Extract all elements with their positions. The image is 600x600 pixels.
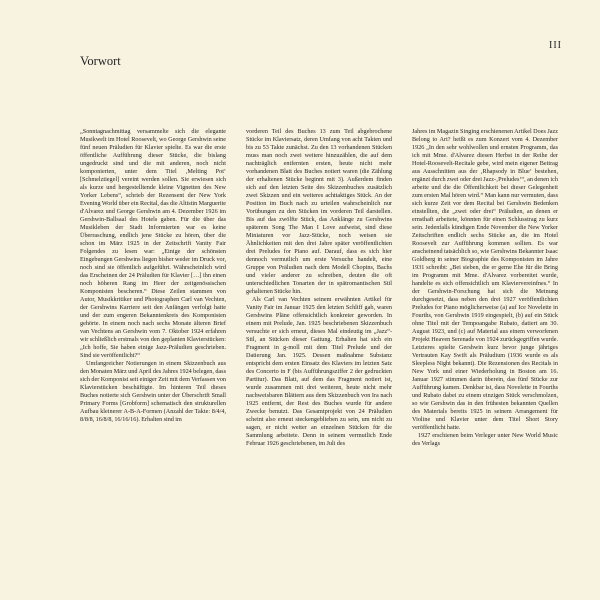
text-column-1 xyxy=(80,128,226,558)
paragraph: Als Carl van Vechten seinem erwähnten Artikel für Vanity Fair im Januar 1925 den letzten Schliff gab, waren Gershwins Pläne offensichtlich konkreter geworden. In einem mit Prelude, Jan. 1925 beschriebenen Skizzenbuch versuchte er sich erneut, dieses Mal eindeutig im „Jazz“-Stil, an Stücken dieser Gattung. Erhalten hat sich ein Fragment in g-moll mit dem Titel Prelude und der Datierung Jan. 1925. Dessen maßnahme Substanz entspricht dem ersten Einsatz des Klaviers im letzten Satz des Concerto in F (bis Aufführungsziffer 2 der gedruckten Partitur). Das Blatt, auf dem das Fragment notiert ist, wurde zusammen mit drei weiteren, heute nicht mehr nachweisbaren Blättern aus dem Skizzenbuch von Ira nach 1925 entfernt, der Rest des Buches wurde für andere Zwecke benutzt. Das Gesamtprojekt von 24 Präludien scheint also erneut steckengeblieben zu sein, um nicht zu sagen, er nicht weiter an einzelnen Stücken für die Sammlung arbeitete. Denn in seinem vermutlich Ende Februar 1926 geschriebenen, im Juli des xyxy=(246,296,392,447)
text-column-3 xyxy=(412,128,558,558)
page-title: Vorwort xyxy=(80,54,121,68)
paragraph: Jahres im Magazin Singing erschienenen Artikel Does Jazz Belong to Art? heißt es zum Konzert vom 4. Dezember 1926 „In den sehr wohlwollen und ernsten Programm, das ich mit Mme. d'Alvarez diesen Herbst in der Reihe der Hotel-Roosevelt-Recitale gebe, wird mein eigener Beitrag aus Ausschnitten aus der ‚Rhapsody in Blue‘ bestehen, ergänzt durch zwei oder drei Jazz-‚Preludes‘“, an denen ich arbeite und die die Öffentlichkeit bei dieser Gelegenheit zum ersten Mal hören wird.“ Man kann nur vermuten, dass sich kurze Zeit vor dem Recital bei Gershwin Bedenken einstellten, die „zwei oder drei“ Präludien, an denen er ernsthaft arbeitete, könnten für einen Schlusstrag zu kurz sein. Jedenfalls kündigen Ende November die New Yorker Zeitschriften endlich sechs Stücke an, die im Hotel Roosevelt zur Aufführung kommen sollten. Es war anscheinend tatsächlich so, wie Gershwins Bekannter Isaac Goldberg in seiner Biographie des Komponisten im Jahre 1931 schreibt: „Bei sieben, die er gerne Ehe für die Bring im Programm mit Mme. d'Alvarez vorbereitet wurde, handelte es sich offensichtlich um Klaviervereinfnes.“ In der Gershwin-Forschung hat sich die Meinung durchgesetzt, dass neben den drei 1927 veröffentlichten Preludes for Piano möglicherweise (a) auf Ice Novelette in Fourths, von Gershwin 1919 eingespielt, (b) auf ein Stück ohne Titel mit der Tempoangabe Rubato, datiert am 30. August 1923, und (c) auf Material aus einem verworfenen Projekt Heaven Serenade von 1924 zurückgegriffen wurde. Letzteres spielte Gershwin kurz bevor junge jähriges Vertrauten Kay Swift als Präludium (1936 wurde es als Sleepless Night bekannt). Die Rezensionen des Recitals in New York und einer Wiederholung in Boston am 16. Januar 1927 stimmen darin überein, das fünf Stücke zur Aufführung kamen. Denkbar ist, dass Novelette in Fourths und Rubato dabei zu einem einzigen Stück verschmolzen, so wie Gershwin das in den frühesten bekannten Quellen des Materials bereits 1925 in seinem Arrangement für Violine und Klavier unter dem Titel Short Story veröffentlicht hatte. xyxy=(412,128,558,431)
paragraph: vorderen Teil des Buches 13 zum Teil abgebrochene Stücke im Klaviersatz, deren Umfang von acht Takten und bis zu 53 Takte zunächst. Zu den 13 vorhandenen Stücken muss man noch zwei weitere hinzuzählen, die auf dem nachträglich entfernten ersten, heute nicht mehr vorhandenen Blatt des Buches notiert waren (die Zählung der erhaltenen Stücke beginnt mit 3). Außerdem finden sich auf den letzten Seite des Skizzenbuches zusätzlich zwei Skizzen und ein weiteres achttaktiges Stück. An der Position im Buch nach zu urteilen wahrscheinlich nur Vorübungen zu den Stücken im vorderen Teil darstellen. Bis auf das zwölfte Stück, das Anklänge zu Gershwins späterem Song The Man I Love aufweist, sind diese Miniaturen vor Jazz-Stücke, noch weisen sie Ähnlichkeiten mit den drei Jahre später veröffentlichten drei Preludes for Piano auf. Darauf, dass es sich hier dennoch vermutlich um erste Versuche handelt, eine Gruppe von Präludien nach dem Modell Chopins, Bachs und vieler anderer zu schreiben, deuten die oft unterschiedlichen Tonarten der in spätromantischen Stil gehaltenen Stücke hin. xyxy=(246,128,392,295)
text-column-2 xyxy=(246,128,392,558)
page-number: III xyxy=(549,40,562,51)
paragraph: Umfangreicher Notierungen in einem Skizzenbuch aus den Monaten März und April des Jahres 1924 belegen, dass sich der Komponist seit einiger Zeit mit dem Verfassen von Klavierstücken beschäftigte. Im hinteren Teil dieses Buches notierte sich Gershwin unter der Überschrift Small Primary Forms [Grobform] schematisch den strukturellen Aufbau kleinerer A-B-A-Formen (Anzahl der Takte: 8/4/4, 8/8/8, 16/8/8, 16/16/16). Erhalten sind im xyxy=(80,360,226,423)
paragraph: 1927 erschienen beim Verleger unter New World Music des Verlags xyxy=(412,432,558,447)
paragraph: „Sonntagnachmittag versammelte sich die elegante Musikwelt im Hotel Roosevelt, wo George Gershwin seine fünf neuen Präludien für Klavier spielte. Es war die erste öffentliche Aufführung dieser Stücke, die bislang ungedruckt sind und die mit anderen, noch nicht komponierten, unter dem Titel ‚Melting Pot‘ [Schmelztiegel] vereint werden sollen. Sie erwiesen sich als kurze und hergestelltende kleine Vignetten des New Yorker Lebens“, schrieb der Rezensent der New York Evening World über ein Recital, das die Altistin Marguerite d'Alvarez und George Gershwin am 4. Dezember 1926 im Gershwin-Ballsaal des Hotels gaben. Für die über das Musikleben der Stadt Informierten war es keine Überraschung, endlich jene Stücke zu hören, über die schon im März 1925 in der Zeitschrift Vanity Fair Folgendes zu lesen war: „Einige der schönsten Eingebungen Gershwins liegen bisher weder im Druck vor, noch sind sie öffentlich aufgeführt. Währscheinlich wird das Erscheinen der 24 Präludien für Klavier […] ihn einen noch höheren Rang im Heer der zeitgenössischen Komponisten bescheren.“ Diese Zeilen stammen von Autor, Musikkritiker und Photographen Carl van Vechten, der Gershwins Karriere seit den Anfängen verfolgt hatte und der zum engeren Bekanntenkreis des Komponisten gehörte. In einem noch nach sechs Monate älteren Brief van Vechtens an Gershwin vom 7. Oktober 1924 erfahren wir schließlich erstmals von den geplanten Klavierstücken: „Ich hoffe, Sie haben einige Jazz-Präludien geschrieben. Sind sie veröffentlicht?“ xyxy=(80,128,226,359)
